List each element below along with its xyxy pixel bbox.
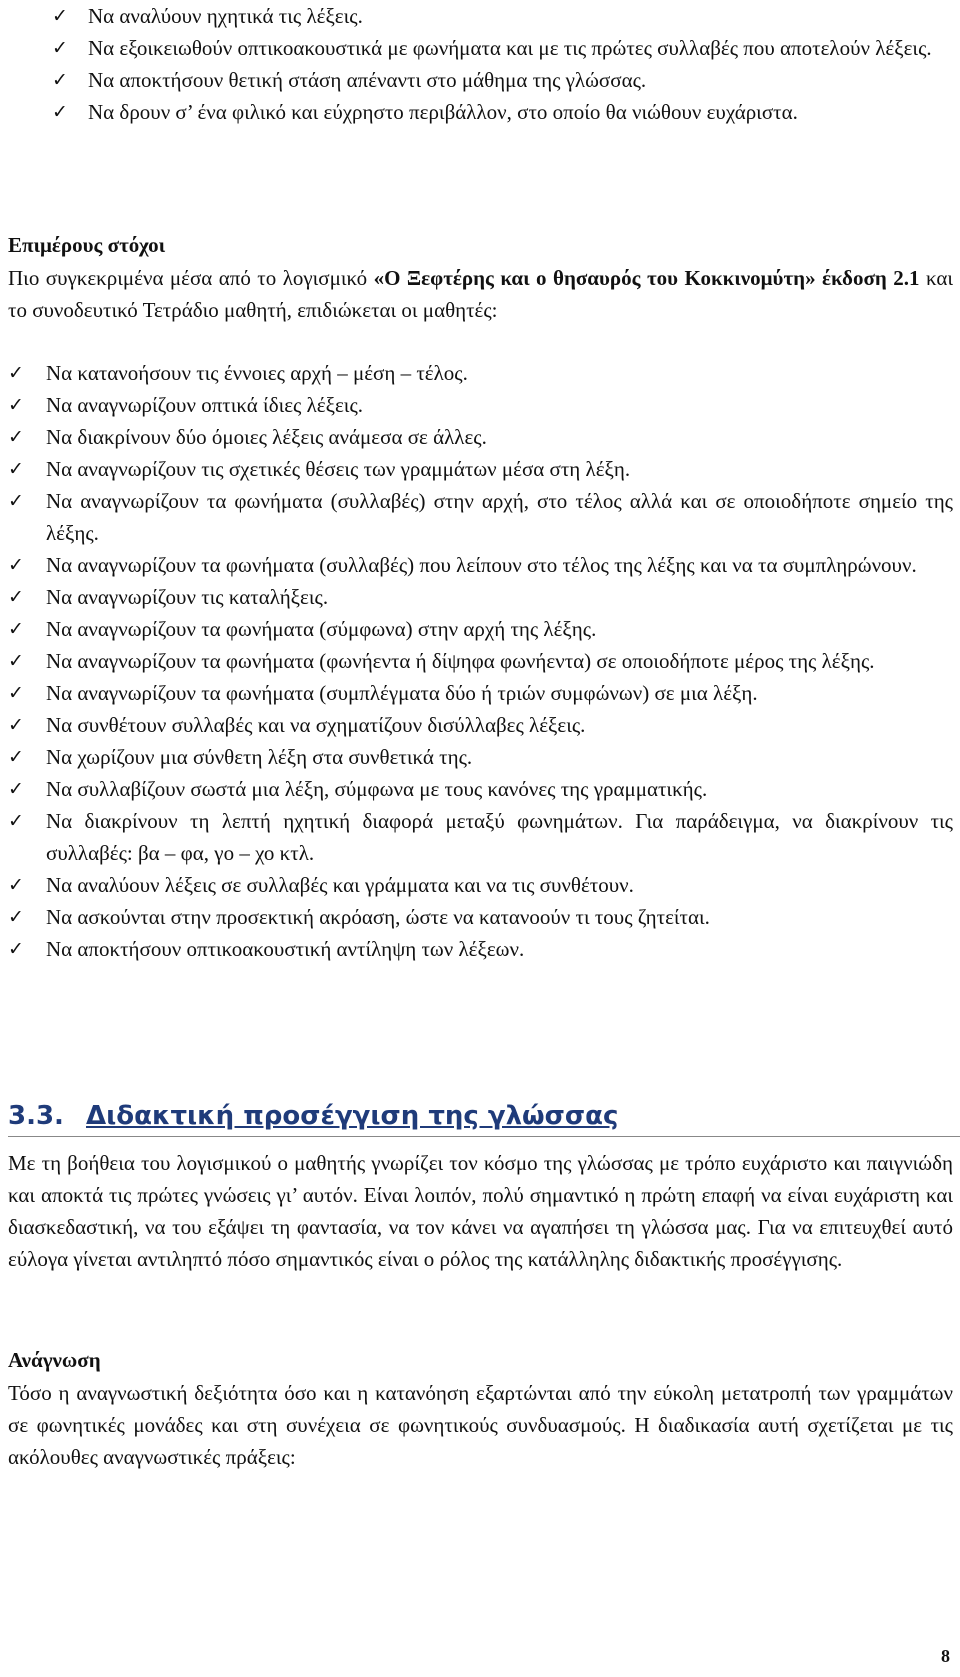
- objectives-list: [8, 357, 953, 965]
- check-mark-icon: ✓: [8, 458, 24, 480]
- list-item: ✓ Να αναλύουν λέξεις σε συλλαβές και γράμματα και να τις συνθέτουν.: [8, 869, 953, 901]
- check-mark-icon: ✓: [8, 362, 24, 384]
- check-mark-icon: ✓: [8, 714, 24, 736]
- check-mark-icon: ✓: [8, 746, 24, 768]
- intro-paragraph: Πιο συγκεκριμένα μέσα από το λογισμικό «Ο Ξεφτέρης και ο θησαυρός του Κοκκινομύτη» έκδοση 2.1 και το συνοδευτικό Τετράδιο μαθητή, επιδιώκεται οι μαθητές:: [8, 266, 953, 322]
- software-title: «Ο Ξεφτέρης και ο θησαυρός του Κοκκινομύτη» έκδοση 2.1: [373, 266, 920, 290]
- list-item: ✓ Να διακρίνουν δύο όμοιες λέξεις ανάμεσα σε άλλες.: [8, 421, 953, 453]
- check-mark-icon: ✓: [8, 650, 24, 672]
- top-goals-list: [52, 0, 952, 128]
- list-item: ✓ Να αναγνωρίζουν τα φωνήματα (συλλαβές) στην αρχή, στο τέλος αλλά και σε οποιοδήποτε σημείο της λέξης.: [8, 485, 953, 549]
- list-item: ✓ Να ασκούνται στην προσεκτική ακρόαση, ώστε να κατανοούν τι τους ζητείται.: [8, 901, 953, 933]
- section-paragraph: Με τη βοήθεια του λογισμικού ο μαθητής γνωρίζει τον κόσμο της γλώσσας με τρόπο ευχάριστο και παιγνιώδη και αποκτά τις πρώτες γνώσεις γι’ αυτόν. Είναι λοιπόν, πολύ σημαντικό η πρώτη επαφή να είναι ευχάριστη και διασκεδαστική, να του εξάψει τη φαντασία, να τον κάνει να αγαπήσει τη γλώσσα μας. Για να επιτευχθεί αυτό εύλογα γίνεται αντιληπτό πόσο σημαντικός είναι ο ρόλος της κατάλληλης διδακτικής προσέγγισης.: [8, 1151, 953, 1271]
- check-mark-icon: ✓: [8, 810, 24, 832]
- list-item: ✓ Να αποκτήσουν θετική στάση απέναντι στο μάθημα της γλώσσας.: [52, 64, 952, 96]
- list-item: ✓ Να αναγνωρίζουν τα φωνήματα (σύμφωνα) στην αρχή της λέξης.: [8, 613, 953, 645]
- list-item: ✓ Να χωρίζουν μια σύνθετη λέξη στα συνθετικά της.: [8, 741, 953, 773]
- list-item: ✓ Να αναλύουν ηχητικά τις λέξεις.: [52, 0, 952, 32]
- list-item: ✓ Να συλλαβίζουν σωστά μια λέξη, σύμφωνα με τους κανόνες της γραμματικής.: [8, 773, 953, 805]
- list-item: ✓ Να κατανοήσουν τις έννοιες αρχή – μέση – τέλος.: [8, 357, 953, 389]
- check-mark-icon: ✓: [52, 101, 68, 123]
- check-mark-icon: ✓: [8, 426, 24, 448]
- reading-paragraph: Τόσο η αναγνωστική δεξιότητα όσο και η κατανόηση εξαρτώνται από την εύκολη μετατροπή των γραμμάτων σε φωνητικές μονάδες και στη συνέχεια σε φωνητικούς συνδυασμούς. Η διαδικασία αυτή σχετίζεται με τις ακόλουθες αναγνωστικές πράξεις:: [8, 1381, 953, 1469]
- list-item: ✓ Να αναγνωρίζουν οπτικά ίδιες λέξεις.: [8, 389, 953, 421]
- check-mark-icon: ✓: [8, 938, 24, 960]
- list-item: ✓ Να αναγνωρίζουν τις καταλήξεις.: [8, 581, 953, 613]
- check-mark-icon: ✓: [8, 778, 24, 800]
- check-mark-icon: ✓: [52, 5, 68, 27]
- check-mark-icon: ✓: [8, 874, 24, 896]
- list-item: ✓ Να συνθέτουν συλλαβές και να σχηματίζουν δισύλλαβες λέξεις.: [8, 709, 953, 741]
- subheading-specific-goals: Επιμέρους στόχοι: [8, 233, 166, 257]
- subheading-reading: Ανάγνωση: [8, 1348, 101, 1372]
- check-mark-icon: ✓: [8, 618, 24, 640]
- list-item: ✓ Να αναγνωρίζουν τα φωνήματα (συμπλέγματα δύο ή τριών συμφώνων) σε μια λέξη.: [8, 677, 953, 709]
- list-item: ✓ Να εξοικειωθούν οπτικοακουστικά με φωνήματα και με τις πρώτες συλλαβές που αποτελούν λέξεις.: [52, 32, 952, 64]
- check-mark-icon: ✓: [52, 37, 68, 59]
- check-mark-icon: ✓: [8, 490, 24, 512]
- check-mark-icon: ✓: [8, 554, 24, 576]
- list-item: ✓ Να αναγνωρίζουν τις σχετικές θέσεις των γραμμάτων μέσα στη λέξη.: [8, 453, 953, 485]
- check-mark-icon: ✓: [8, 394, 24, 416]
- page-number: 8: [941, 1646, 950, 1666]
- list-item: ✓ Να διακρίνουν τη λεπτή ηχητική διαφορά μεταξύ φωνημάτων. Για παράδειγμα, να διακρίνουν τις συλλαβές: βα – φα, γο – χο κτλ.: [8, 805, 953, 869]
- check-mark-icon: ✓: [52, 69, 68, 91]
- section-heading: [8, 1096, 960, 1137]
- check-mark-icon: ✓: [8, 586, 24, 608]
- section-number: 3.3.: [8, 1101, 64, 1131]
- list-item: ✓ Να αναγνωρίζουν τα φωνήματα (φωνήεντα ή δίψηφα φωνήεντα) σε οποιοδήποτε μέρος της λέξης.: [8, 645, 953, 677]
- list-item: ✓ Να δρουν σ’ ένα φιλικό και εύχρηστο περιβάλλον, στο οποίο θα νιώθουν ευχάριστα.: [52, 96, 952, 128]
- list-item: ✓ Να αποκτήσουν οπτικοακουστική αντίληψη των λέξεων.: [8, 933, 953, 965]
- section-title: Διδακτική προσέγγιση της γλώσσας: [86, 1101, 619, 1131]
- list-item: ✓ Να αναγνωρίζουν τα φωνήματα (συλλαβές) που λείπουν στο τέλος της λέξης και να τα συμπληρώνουν.: [8, 549, 953, 581]
- check-mark-icon: ✓: [8, 682, 24, 704]
- check-mark-icon: ✓: [8, 906, 24, 928]
